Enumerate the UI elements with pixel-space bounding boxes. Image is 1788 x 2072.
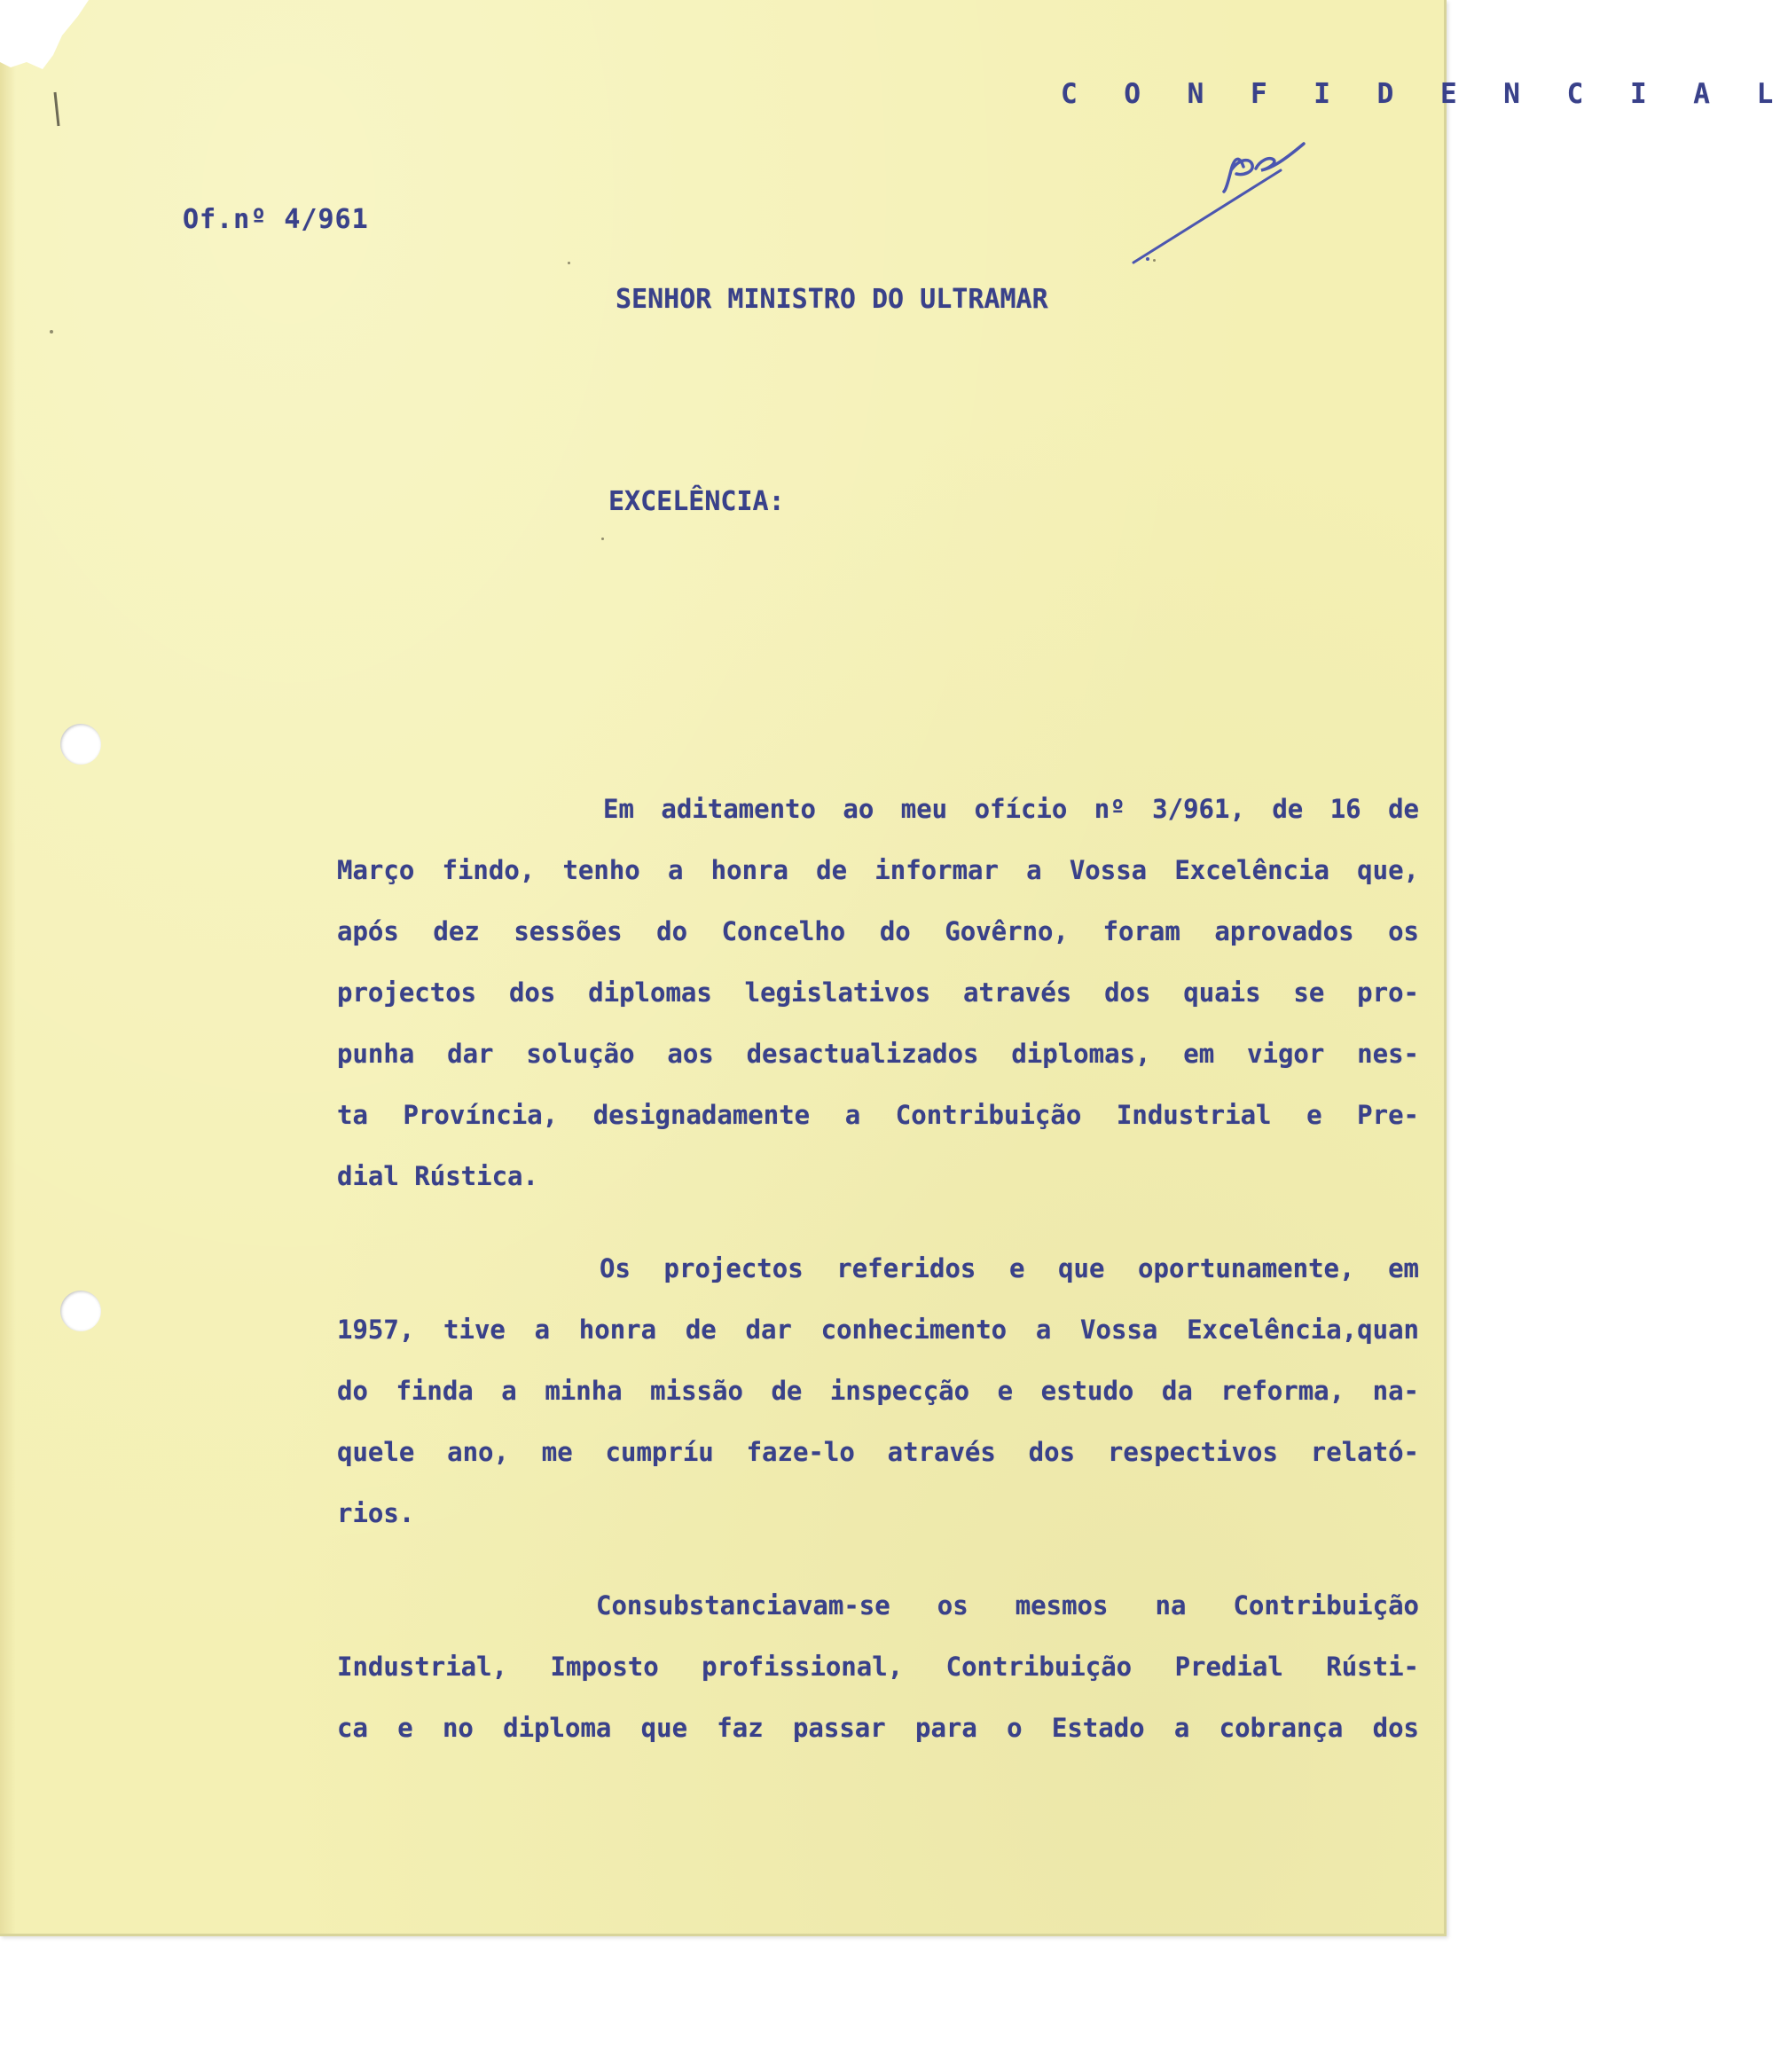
text-line: quele ano, me cumpríu faze-lo através dos respectivos relató-: [337, 1437, 1419, 1467]
text-line: ta Província, designadamente a Contribuição Industrial e Pre-: [337, 1100, 1419, 1130]
paper-edge-shading: [0, 0, 16, 1934]
text-line: Industrial, Imposto profissional, Contribuição Predial Rústi-: [337, 1652, 1419, 1682]
body-paragraph-3: [337, 1590, 1419, 1774]
text-line: punha dar solução aos desactualizados diplomas, em vigor nes-: [337, 1039, 1419, 1069]
paper-speck: [50, 330, 53, 334]
text-line: dial Rústica.: [337, 1161, 538, 1191]
text-line: Março findo, tenho a honra de informar a Vossa Excelência que,: [337, 855, 1419, 885]
paper-speck: [568, 262, 570, 264]
text-line: do finda a minha missão de inspecção e estudo da reforma, na-: [337, 1376, 1419, 1406]
text-line: rios.: [337, 1498, 415, 1528]
text-line: após dez sessões do Concelho do Govêrno, foram aprovados os: [337, 916, 1419, 946]
handwritten-initials: [1126, 124, 1339, 275]
text-line: Em aditamento ao meu ofício nº 3/961, de 16 de: [603, 794, 1419, 824]
confidential-stamp: C O N F I D E N C I A L: [1061, 78, 1788, 110]
body-paragraph-2: [337, 1253, 1419, 1559]
text-line: projectos dos diplomas legislativos através dos quais se pro-: [337, 977, 1419, 1008]
text-line: ca e no diploma que faz passar para o Estado a cobrança dos: [337, 1713, 1419, 1743]
punch-hole-lower: [60, 1291, 101, 1331]
torn-corner-mark: [0, 0, 98, 106]
paper-speck: [601, 538, 604, 540]
text-line: 1957, tive a honra de dar conhecimento a Vossa Excelência,quan: [337, 1315, 1419, 1345]
text-line: Os projectos referidos e que oportunamente, em: [600, 1253, 1419, 1283]
text-line: Consubstanciavam-se os mesmos na Contribuição: [596, 1590, 1419, 1621]
body-paragraph-1: [337, 794, 1419, 1222]
addressee-heading: SENHOR MINISTRO DO ULTRAMAR: [616, 284, 1048, 315]
office-reference-number: Of.nº 4/961: [183, 204, 369, 235]
punch-hole-upper: [60, 724, 101, 765]
salutation: EXCELÊNCIA:: [608, 486, 785, 517]
